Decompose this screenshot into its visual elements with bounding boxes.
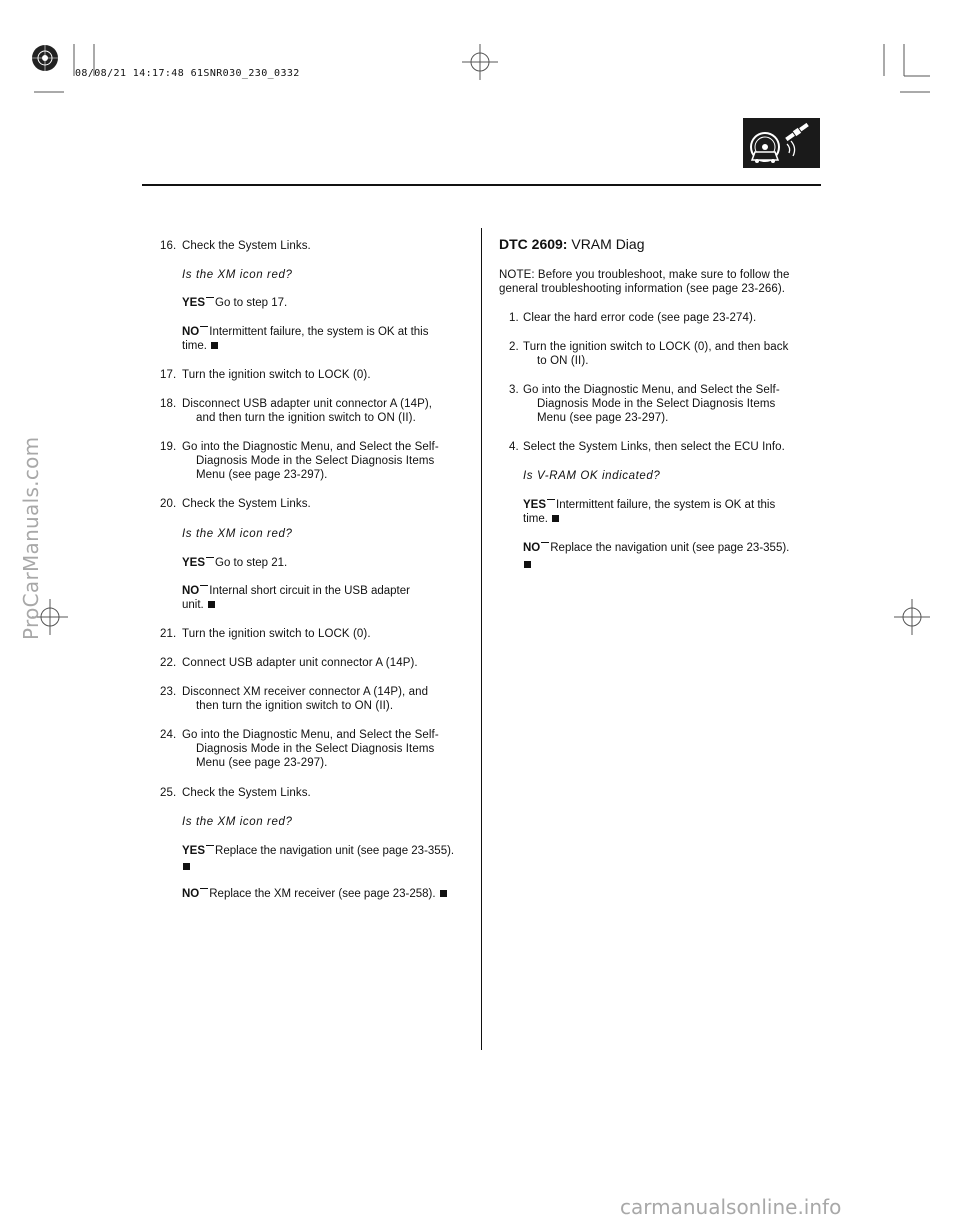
no-16-line2	[182, 339, 218, 353]
car-audio-navigation-icon	[743, 118, 820, 168]
yes-label: YES	[182, 557, 206, 569]
step-19-number: 19.	[160, 441, 177, 453]
yes-label: YES	[523, 499, 547, 511]
step-25-text: Check the System Links.	[182, 787, 311, 799]
column-divider	[481, 228, 482, 1050]
yes-20-text: Go to step 21.	[215, 557, 288, 569]
registration-target-top-left	[26, 40, 64, 76]
yes-label: YES	[182, 297, 206, 309]
note-line1: NOTE: Before you troubleshoot, make sure to follow the	[499, 269, 790, 281]
header-rule	[142, 184, 821, 186]
rstep-1-text: Clear the hard error code (see page 23-274).	[523, 312, 757, 324]
question-20: Is the XM icon red?	[182, 528, 293, 540]
end-mark	[552, 515, 559, 522]
rstep-3-line1: Go into the Diagnostic Menu, and Select the Self-	[523, 384, 780, 396]
end-mark	[211, 342, 218, 349]
step-18-line2: and then turn the ignition switch to ON (II).	[196, 412, 416, 424]
step-17-text: Turn the ignition switch to LOCK (0).	[182, 369, 371, 381]
yes-16-text: Go to step 17.	[215, 297, 288, 309]
yes-4-line2	[523, 512, 559, 526]
dtc-title	[499, 236, 645, 252]
yes-4-text-line2: time.	[523, 513, 548, 525]
crosshair-right	[894, 599, 930, 635]
question-16: Is the XM icon red?	[182, 269, 293, 281]
no-20-line2	[182, 598, 215, 612]
yes-16	[182, 296, 287, 310]
no-20	[182, 584, 410, 598]
rstep-4-text: Select the System Links, then select the ECU Info.	[523, 441, 785, 453]
no-16	[182, 325, 428, 339]
step-22-number: 22.	[160, 657, 177, 669]
watermark-side: ProCarManuals.com	[19, 436, 43, 640]
step-24-line3: Menu (see page 23-297).	[196, 757, 328, 769]
end-mark	[183, 863, 190, 870]
no-label: NO	[182, 326, 200, 338]
end-mark	[208, 601, 215, 608]
step-22-text: Connect USB adapter unit connector A (14P).	[182, 657, 418, 669]
yes-label: YES	[182, 845, 206, 857]
no-20-text-line2: unit.	[182, 599, 204, 611]
step-19-line1: Go into the Diagnostic Menu, and Select the Self-	[182, 441, 439, 453]
dtc-name: VRAM Diag	[571, 236, 645, 252]
step-20-number: 20.	[160, 498, 177, 510]
no-label: NO	[182, 585, 200, 597]
yes-20	[182, 556, 287, 570]
step-23-line1: Disconnect XM receiver connector A (14P), and	[182, 686, 429, 698]
step-25-number: 25.	[160, 787, 177, 799]
step-21-number: 21.	[160, 628, 177, 640]
crosshair-top-center	[462, 44, 498, 80]
watermark-bottom: carmanualsonline.info	[620, 1195, 842, 1219]
rstep-3-line3: Menu (see page 23-297).	[537, 412, 669, 424]
step-19-line3: Menu (see page 23-297).	[196, 469, 328, 481]
yes-25-text: Replace the navigation unit (see page 23-355).	[215, 845, 455, 857]
no-label: NO	[523, 542, 541, 554]
step-21-text: Turn the ignition switch to LOCK (0).	[182, 628, 371, 640]
no-20-text-line1: Internal short circuit in the USB adapter	[209, 585, 410, 597]
rstep-4-number: 4.	[509, 441, 519, 453]
step-20-text: Check the System Links.	[182, 498, 311, 510]
step-23-number: 23.	[160, 686, 177, 698]
dtc-code: DTC 2609:	[499, 236, 568, 252]
step-24-number: 24.	[160, 729, 177, 741]
rstep-2-number: 2.	[509, 341, 519, 353]
rstep-3-number: 3.	[509, 384, 519, 396]
step-17-number: 17.	[160, 369, 177, 381]
no-16-text-line1: Intermittent failure, the system is OK at this	[209, 326, 429, 338]
no-16-text-line2: time.	[182, 340, 207, 352]
no-25	[182, 887, 447, 901]
step-16-text: Check the System Links.	[182, 240, 311, 252]
note-line2: general troubleshooting information (see page 23-266).	[499, 283, 786, 295]
rstep-3-line2: Diagnosis Mode in the Select Diagnosis Items	[537, 398, 776, 410]
step-18-number: 18.	[160, 398, 177, 410]
end-mark	[524, 561, 531, 568]
step-16-number: 16.	[160, 240, 177, 252]
step-24-line2: Diagnosis Mode in the Select Diagnosis Items	[196, 743, 435, 755]
end-mark	[440, 890, 447, 897]
question-4: Is V-RAM OK indicated?	[523, 470, 661, 482]
step-23-line2: then turn the ignition switch to ON (II).	[196, 700, 394, 712]
no-4	[523, 541, 789, 555]
no-25-text: Replace the XM receiver (see page 23-258).	[209, 888, 436, 900]
step-19-line2: Diagnosis Mode in the Select Diagnosis Items	[196, 455, 435, 467]
no-4-text: Replace the navigation unit (see page 23-355).	[550, 542, 790, 554]
step-24-line1: Go into the Diagnostic Menu, and Select the Self-	[182, 729, 439, 741]
print-stamp: 08/08/21 14:17:48 61SNR030_230_0332	[75, 68, 300, 79]
rstep-2-line2: to ON (II).	[537, 355, 589, 367]
yes-4-text-line1: Intermittent failure, the system is OK at this	[556, 499, 776, 511]
no-label: NO	[182, 888, 200, 900]
rstep-2-line1: Turn the ignition switch to LOCK (0), and then back	[523, 341, 789, 353]
step-18-line1: Disconnect USB adapter unit connector A (14P),	[182, 398, 433, 410]
yes-4	[523, 498, 775, 512]
question-25: Is the XM icon red?	[182, 816, 293, 828]
yes-25	[182, 844, 454, 858]
rstep-1-number: 1.	[509, 312, 519, 324]
